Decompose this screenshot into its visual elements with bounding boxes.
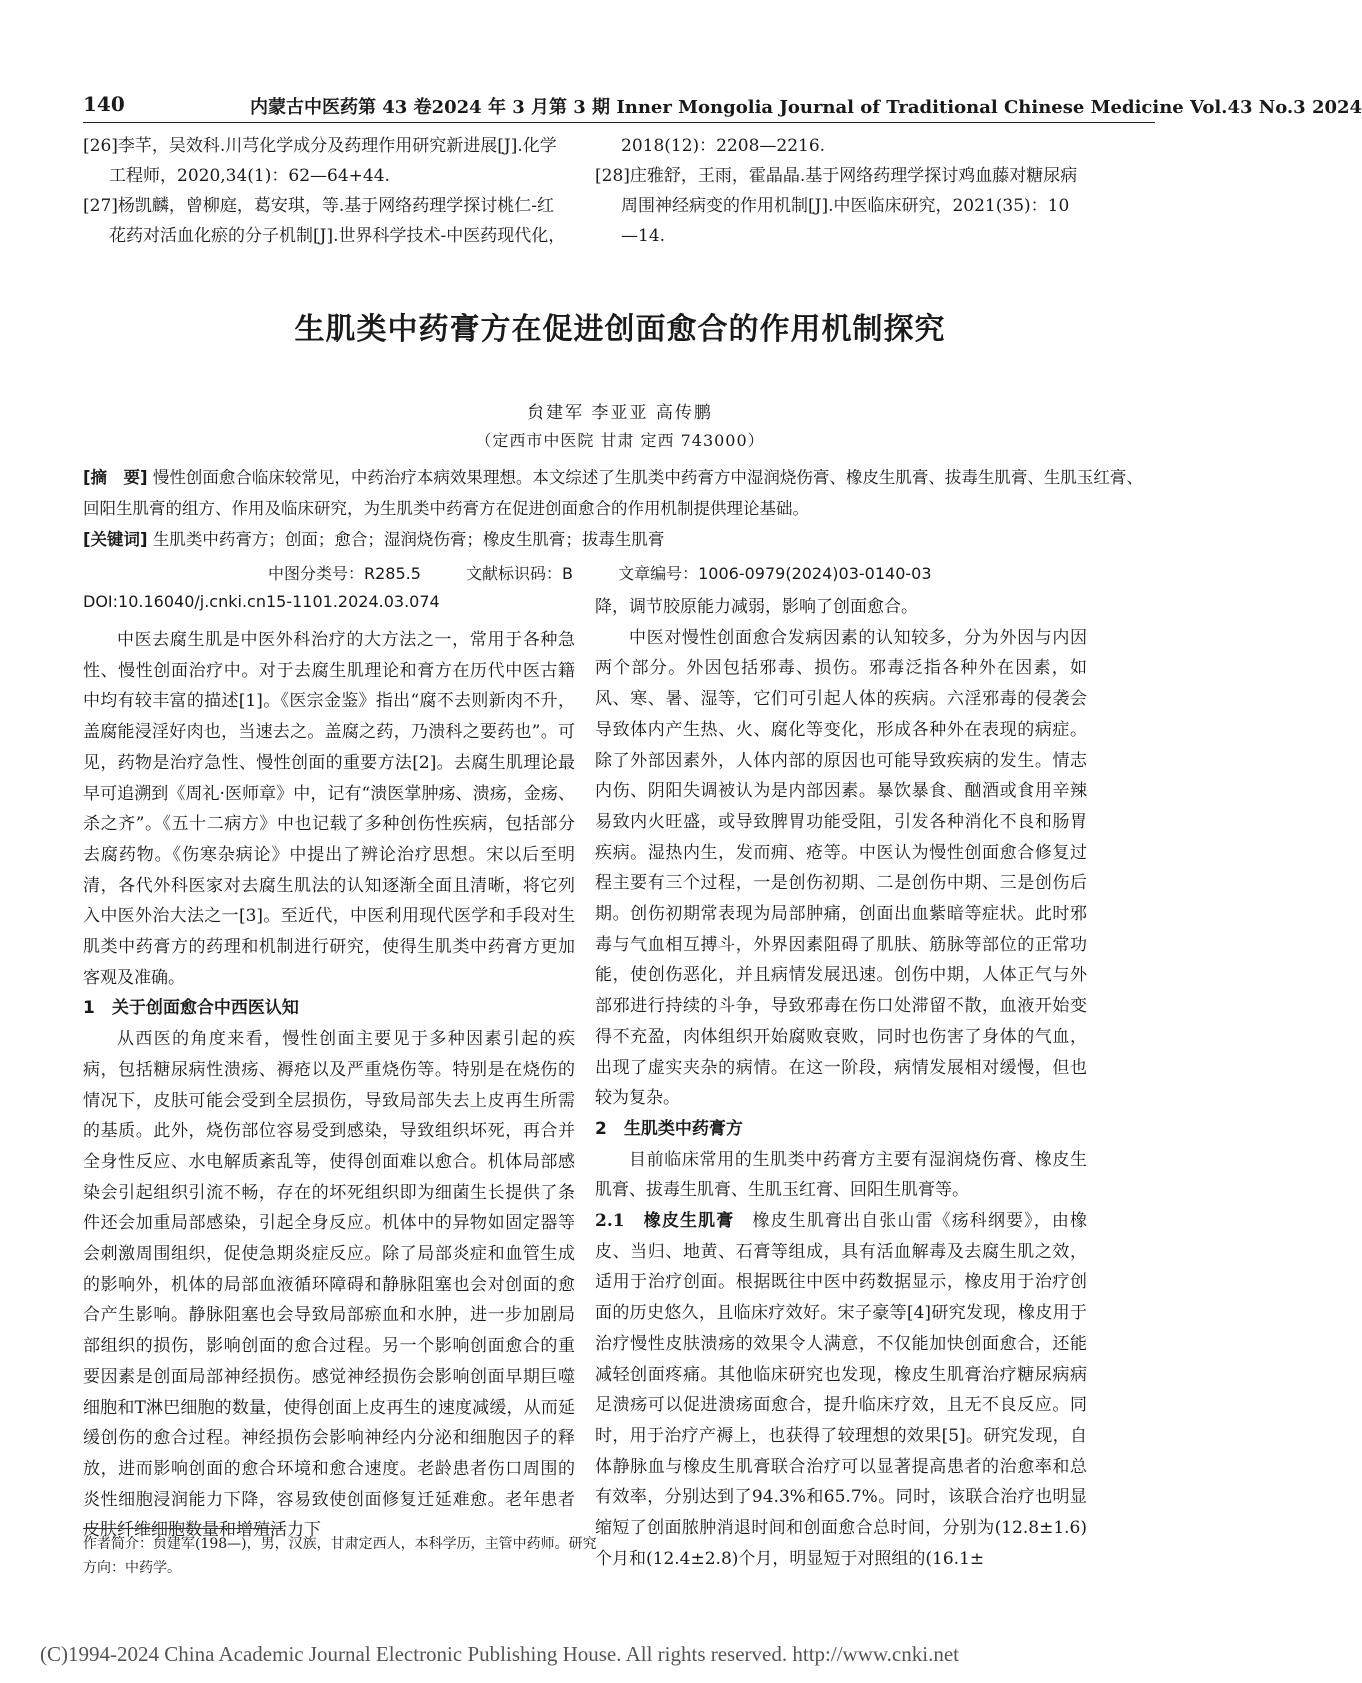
keywords-label: [关键词] [83,530,148,549]
abstract-text: 慢性创面愈合临床较常见，中药治疗本病效果理想。本文综述了生肌类中药膏方中湿润烧伤膏、橡皮生肌膏、拔毒生肌膏、生肌玉红膏、回阳生肌膏的组方、作用及临床研究，为生肌类中药膏方在促进创面愈合的作用机制提供理论基础。 [83,468,1143,518]
footnote-rule [83,1528,283,1529]
header-rule [83,122,1155,123]
body-right-column [595,592,1087,1575]
article-title: 生肌类中药膏方在促进创面愈合的作用机制探究 [294,312,946,347]
author-footnote: 作者简介：贠建军(198—)，男，汉族，甘肃定西人，本科学历，主管中药师。研究方向：中药学。 [83,1536,597,1576]
reference-item: [26]李芊，吴效科.川芎化学成分及药理作用研究新进展[J].化学工程师，2020,34(1)：62—64+44. [83,136,557,186]
reference-item: 2018(12)：2208—2216. [621,136,826,156]
page-number: 140 [83,92,125,116]
body-paragraph: 目前临床常用的生肌类中药膏方主要有湿润烧伤膏、橡皮生肌膏、拔毒生肌膏、生肌玉红膏、回阳生肌膏等。 [595,1149,1087,1201]
body-paragraph: 橡皮生肌膏出自张山雷《疡科纲要》，由橡皮、当归、地黄、石膏等组成，具有活血解毒及去腐生肌之效，适用于治疗创面。根据既往中医中药数据显示，橡皮用于治疗创面的历史悠久，且临床疗效好。宋子豪等[4]研究发现，橡皮用于治疗慢性皮肤溃疡的效果令人满意，不仅能加快创面愈合，还能减轻创面疼痛。其他临床研究也发现，橡皮生肌膏治疗糖尿病病足溃疡可以促进溃疡面愈合，提升临床疗效，且无不良反应。同时，用于治疗产褥上，也获得了较理想的效果[5]。研究发现，自体静脉血与橡皮生肌膏联合治疗可以显著提高患者的治愈率和总有效率，分别达到了94.3%和65.7%。同时，该联合治疗也明显缩短了创面脓肿消退时间和创面愈合总时间，分别为(12.8±1.6)个月和(12.4±2.8)个月，明显短于对照组的(16.1± [595,1211,1088,1569]
body-paragraph: 从西医的角度来看，慢性创面主要见于多种因素引起的疾病，包括糖尿病性溃疡、褥疮以及严重烧伤等。特别是在烧伤的情况下，皮肤可能会受到全层损伤，导致局部失去上皮再生所需的基质。此外，烧伤部位容易受到感染，导致组织坏死，再合并全身性反应、水电解质紊乱等，使得创面难以愈合。机体局部感染会引起组织引流不畅，存在的坏死组织即为细菌生长提供了条件还会加重局部感染，引起全身反应。机体中的异物如固定器等会刺激周围组织，促使急期炎症反应。除了局部炎症和血管生成的影响外，机体的局部血液循环障碍和静脉阻塞也会对创面的愈合产生影响。静脉阻塞也会导致局部瘀血和水肿，进一步加剧局部组织的损伤，影响创面的愈合过程。另一个影响创面愈合的重要因素是创面局部神经损伤。感觉神经损伤会影响创面早期巨噬细胞和T淋巴细胞的数量，使得创面上皮再生的速度减缓，从而延缓创伤的愈合过程。神经损伤会影响神经内分泌和细胞因子的释放，进而影响创面的愈合环境和愈合速度。老龄患者伤口周围的炎性细胞浸润能力下降，容易致使创面修复迁延难愈。老年患者皮肤纤维细胞数量和增殖活力下 [83,1029,575,1541]
references-right [595,131,1085,251]
body-paragraph: 中医对慢性创面愈合发病因素的认知较多，分为外因与内因两个部分。外因包括邪毒、损伤。邪毒泛指各种外在因素，如风、寒、暑、湿等，它们可引起人体的疾病。六淫邪毒的侵袭会导致体内产生热、火、腐化等变化，形成各种外在表现的病症。除了外部因素外，人体内部的原因也可能导致疾病的发生。情志内伤、阴阳失调被认为是内部因素。暴饮暴食、酗酒或食用辛辣易致内火旺盛，或导致脾胃功能受阻，引发各种消化不良和肠胃疾病。湿热内生，发而痈、疮等。中医认为慢性创面愈合修复过程主要有三个过程，一是创伤初期、二是创伤中期、三是创伤后期。创伤初期常表现为局部肿痛，创面出血紫暗等症状。此时邪毒与气血相互搏斗，外界因素阻碍了肌肤、筋脉等部位的正常功能，使创伤恶化，并且病情发展迅速。创伤中期，人体正气与外部邪进行持续的斗争，导致邪毒在伤口处滞留不散，血液开始变得不充盈，肉体组织开始腐败衰败，同时也伤害了身体的气血，出现了虚实夹杂的病情。在这一阶段，病情发展相对缓慢，但也较为复杂。 [595,627,1087,1109]
subsection-heading: 2.1 橡皮生肌膏 [595,1211,735,1232]
body-paragraph: 降，调节胶原能力减弱，影响了创面愈合。 [595,597,918,617]
body-paragraph: 中医去腐生肌是中医外科治疗的大方法之一，常用于各种急性、慢性创面治疗中。对于去腐生肌理论和膏方在历代中医古籍中均有较丰富的描述[1]。《医宗金鉴》指出“腐不去则新肉不升，盖腐能浸淫好肉也，当速去之。盖腐之药，乃溃科之要药也”。可见，药物是治疗急性、慢性创面的重要方法[2]。去腐生肌理论最早可追溯到《周礼·医师章》中，记有“溃医掌肿疡、溃疡，金疡、杀之齐”。《五十二病方》中也记载了多种创伤性疾病，包括部分去腐药物。《伤寒杂病论》中提出了辨论治疗思想。宋以后至明清，各代外科医家对去腐生肌法的认知逐渐全面且清晰，将它列入中医外治大法之一[3]。至近代，中医利用现代医学和手段对生肌类中药膏方的药理和机制进行研究，使得生肌类中药膏方更加客观及准确。 [83,630,575,988]
keywords-text: 生肌类中药膏方；创面；愈合；湿润烧伤膏；橡皮生肌膏；拔毒生肌膏 [152,530,665,549]
article-number: 文章编号：1006-0979(2024)03-0140-03 [618,564,932,583]
doi: DOI:10.16040/j.cnki.cn15-1101.2024.03.074 [83,592,440,611]
references-left [83,131,571,251]
clc-number: 中图分类号：R285.5 [268,564,421,583]
reference-item: [27]杨凯麟，曾柳庭，葛安琪，等.基于网络药理学探讨桃仁-红花药对活血化瘀的分子机制[J].世界科学技术-中医药现代化， [83,196,566,246]
section-heading: 1 关于创面愈合中西医认知 [83,998,299,1019]
classification-row [268,561,972,584]
reference-item: [28]庄雅舒，王雨，霍晶晶.基于网络药理学探讨鸡血藤对糖尿病周围神经病变的作用机制[J].中医临床研究，2021(35)：10—14. [595,166,1078,246]
affiliation: （定西市中医院 甘肃 定西 743000） [475,431,765,450]
journal-header: 内蒙古中医药第 43 卷2024 年 3 月第 3 期 Inner Mongolia Journal of Traditional Chinese Medicine Vol.43 No.3 2024 [250,97,1362,118]
body-left-column [83,625,575,1546]
document-code: 文献标识码：B [466,564,574,583]
authors: 贠建军 李亚亚 高传鹏 [527,403,713,423]
abstract-label: [摘 要] [83,468,148,487]
abstract-block [83,462,1155,555]
section-heading: 2 生肌类中药膏方 [595,1118,743,1139]
copyright-line: (C)1994-2024 China Academic Journal Electronic Publishing House. All rights reserved. http://www.cnki.net [40,1642,959,1666]
